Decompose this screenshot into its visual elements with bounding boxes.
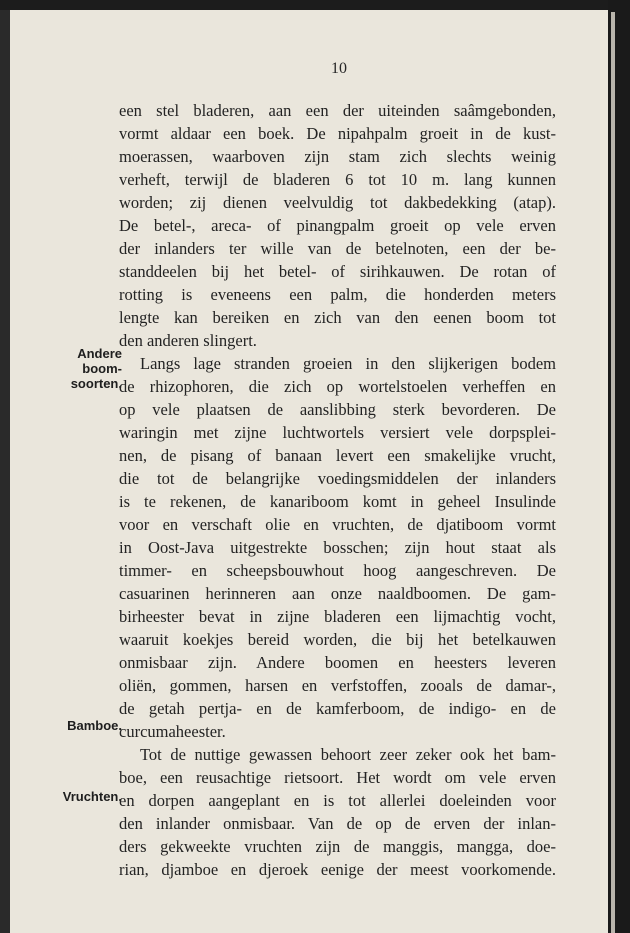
text-line: casuarinen herinneren aan onze naaldboomen. De gam- bbox=[119, 584, 556, 603]
text-line: den inlander onmisbaar. Van de op de erven der inlan- bbox=[119, 814, 556, 833]
text-line: voor en verschaft olie en vruchten, de djatiboom vormt bbox=[119, 515, 556, 534]
margin-note-vruchten: Vruchten. bbox=[62, 789, 122, 804]
text-line: op vele plaatsen de aanslibbing sterk bevorderen. De bbox=[119, 400, 556, 419]
text-line: timmer- en scheepsbouwhout hoog aangeschreven. De bbox=[119, 561, 556, 580]
text-line: in Oost-Java uitgestrekte bosschen; zijn hout staat als bbox=[119, 538, 556, 557]
text-line: worden; zij dienen veelvuldig tot dakbedekking (atap). bbox=[119, 193, 556, 212]
text-line: waringin met zijne luchtwortels versiert vele dorpsplei- bbox=[119, 423, 556, 442]
margin-note-line: boom- bbox=[82, 361, 122, 376]
text-line: die tot de belangrijke voedingsmiddelen der inlanders bbox=[119, 469, 556, 488]
text-line: standdeelen bij het betel- of sirihkauwen. De rotan of bbox=[119, 262, 556, 281]
text-line: een stel bladeren, aan een der uiteinden saâmgebonden, bbox=[119, 101, 556, 120]
text-line: moerassen, waarboven zijn stam zich slechts weinig bbox=[119, 147, 556, 166]
text-line: lengte kan bereiken en zich van den eenen boom tot bbox=[119, 308, 556, 327]
text-line: den anderen slingert. bbox=[119, 331, 257, 350]
paragraph-start-line: Langs lage stranden groeien in den slijkerigen bodem bbox=[140, 354, 556, 373]
text-line: is te rekenen, de kanariboom komt in geheel Insulinde bbox=[119, 492, 556, 511]
page-edge bbox=[611, 12, 615, 933]
page-number: 10 bbox=[331, 60, 347, 77]
text-line: waaruit koekjes bereid worden, die bij het betelkauwen bbox=[119, 630, 556, 649]
text-line: De betel-, areca- of pinangpalm groeit op vele erven bbox=[119, 216, 556, 235]
text-line: ders gekweekte vruchten zijn de manggis, mangga, doe- bbox=[119, 837, 556, 856]
text-line: de getah pertja- en de kamferboom, de indigo- en de bbox=[119, 699, 556, 718]
text-line: oliën, gommen, harsen en verfstoffen, zooals de damar-, bbox=[119, 676, 556, 695]
margin-note-bamboe: Bamboe. bbox=[67, 718, 122, 733]
text-line: birheester bevat in zijne bladeren een lijmachtig vocht, bbox=[119, 607, 556, 626]
text-line: verheft, terwijl de bladeren 6 tot 10 m. lang kunnen bbox=[119, 170, 556, 189]
text-line: onmisbaar zijn. Andere boomen en heesters leveren bbox=[119, 653, 556, 672]
paragraph-start-line: Tot de nuttige gewassen behoort zeer zeker ook het bam- bbox=[140, 745, 556, 764]
margin-note-andere-boomsoorten bbox=[58, 346, 122, 391]
text-line: boe, een reusachtige rietsoort. Het wordt om vele erven bbox=[119, 768, 556, 787]
text-line: rotting is eveneens een palm, die honderden meters bbox=[119, 285, 556, 304]
text-line: der inlanders ter wille van de betelnoten, een der be- bbox=[119, 239, 556, 258]
margin-note-line: soorten. bbox=[70, 376, 122, 391]
margin-note-line: Andere bbox=[77, 346, 122, 361]
scan-top-border bbox=[0, 0, 630, 10]
text-line: curcumaheester. bbox=[119, 722, 226, 741]
text-line: en dorpen aangeplant en is tot allerlei doeleinden voor bbox=[119, 791, 556, 810]
text-line: de rhizophoren, die zich op wortelstoelen verheffen en bbox=[119, 377, 556, 396]
text-line: nen, de pisang of banaan levert een smakelijke vrucht, bbox=[119, 446, 556, 465]
text-line: vormt aldaar een boek. De nipahpalm groeit in de kust- bbox=[119, 124, 556, 143]
text-line: rian, djamboe en djeroek eenige der meest voorkomende. bbox=[119, 860, 556, 879]
